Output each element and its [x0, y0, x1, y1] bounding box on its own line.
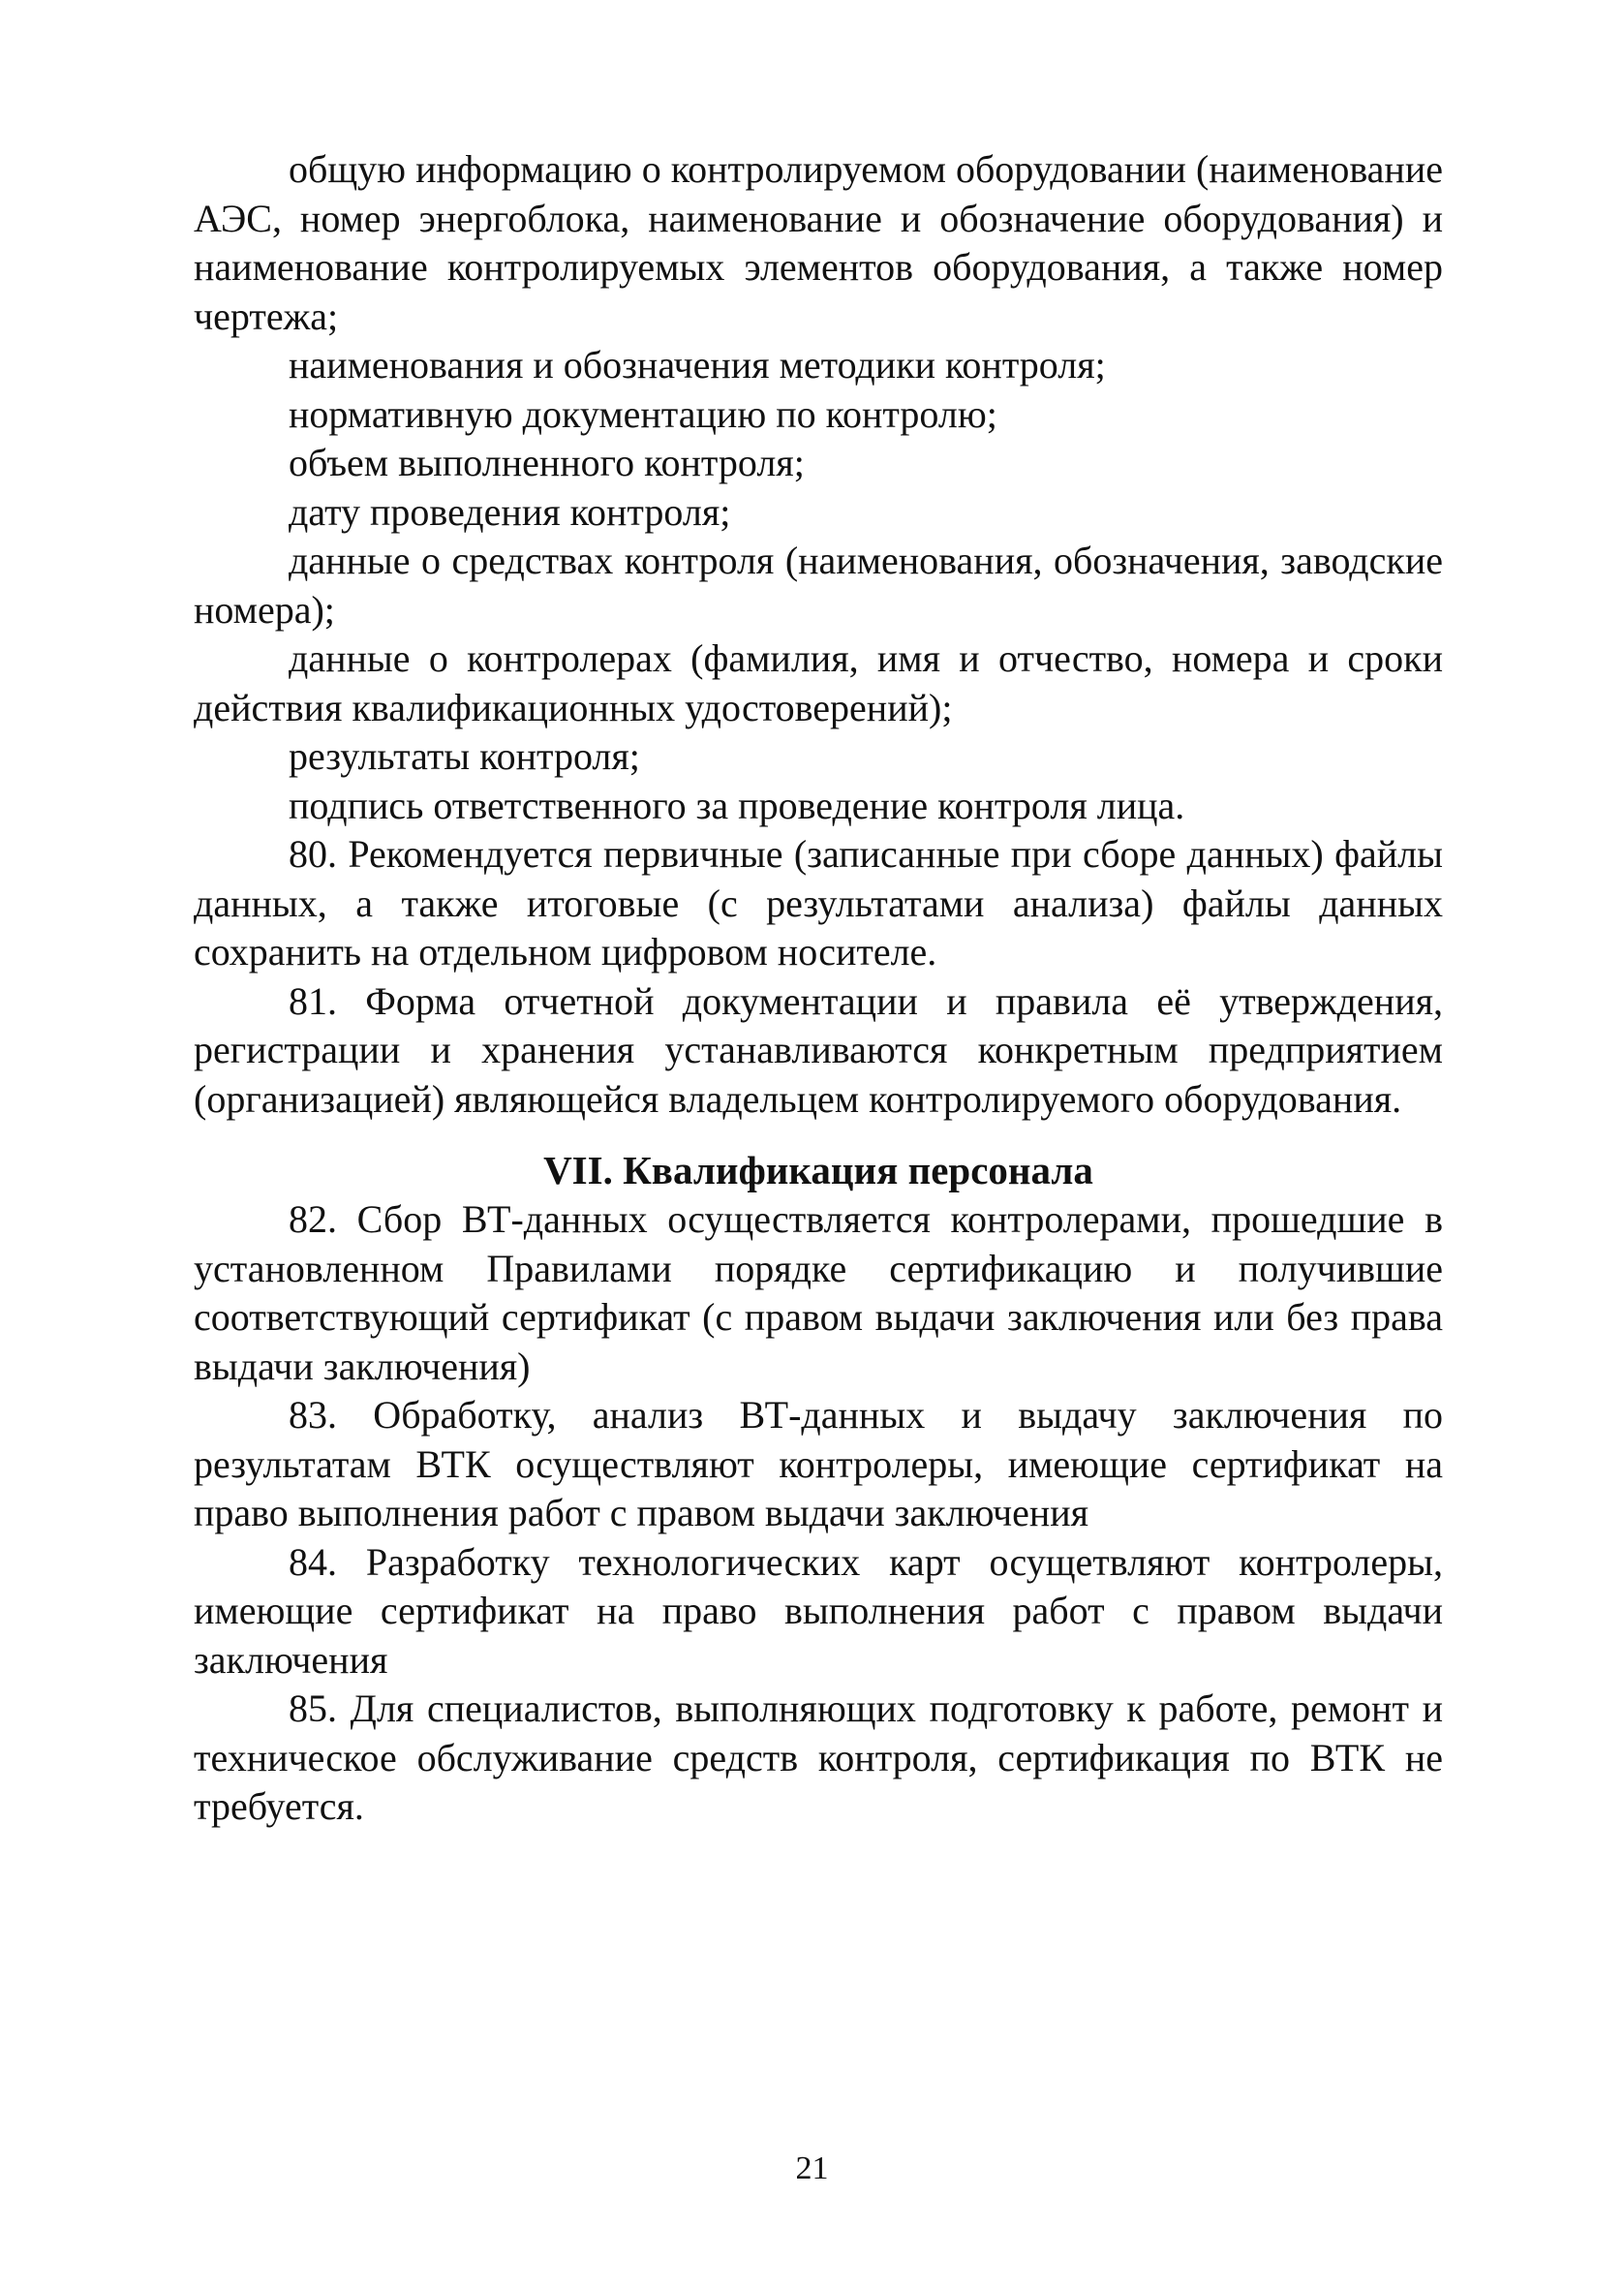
document-body — [194, 145, 1443, 1832]
list-item-normative-docs: нормативную документацию по контролю; — [289, 391, 997, 436]
paragraph-81: 81. Форма отчетной документации и правила её утверждения, регистрации и хранения устанавливаются конкретным предприятием (организацией) являющейся владельцем контролируемого оборудования. — [194, 978, 1443, 1121]
list-item-equipment-info: общую информацию о контролируемом оборудовании (наименование АЭС, номер энергоблока, наименование и обозначение оборудования) и наименование контролируемых элементов оборудования, а также номер чертежа; — [194, 147, 1443, 338]
paragraph-80: 80. Рекомендуется первичные (записанные при сборе данных) файлы данных, а также итоговые (с результатами анализа) файлы данных сохранить на отдельном цифровом носителе. — [194, 832, 1443, 974]
section-heading: VII. Квалификация персонала — [543, 1148, 1093, 1192]
list-item-results: результаты контроля; — [289, 734, 640, 778]
paragraph-83: 83. Обработку, анализ ВТ-данных и выдачу заключения по результатам ВТК осуществляют контролеры, имеющие сертификат на право выполнения работ с правом выдачи заключения — [194, 1393, 1443, 1534]
list-item-control-date: дату проведения контроля; — [289, 489, 731, 534]
list-item-method-names: наименования и обозначения методики контроля; — [289, 343, 1106, 387]
page-number: 21 — [795, 2150, 829, 2186]
list-item-inspectors: данные о контролерах (фамилия, имя и отчество, номера и сроки действия квалификационных удостоверений); — [194, 636, 1443, 729]
paragraph-84: 84. Разработку технологических карт осущетвляют контролеры, имеющие сертификат на право выполнения работ с правом выдачи заключения — [194, 1539, 1443, 1682]
list-item-control-volume: объем выполненного контроля; — [289, 441, 805, 484]
paragraph-85: 85. Для специалистов, выполняющих подготовку к работе, ремонт и техническое обслуживание средств контроля, сертификация по ВТК не требуется. — [194, 1686, 1443, 1828]
list-item-signature: подпись ответственного за проведение контроля лица. — [289, 783, 1185, 827]
list-item-control-means: данные о средствах контроля (наименования, обозначения, заводские номера); — [194, 539, 1443, 632]
paragraph-82: 82. Сбор ВТ-данных осуществляется контролерами, прошедшие в установленном Правилами порядке сертификацию и получившие соответствующий сертификат (с правом выдачи заключения или без права выдачи заключения) — [194, 1197, 1443, 1388]
